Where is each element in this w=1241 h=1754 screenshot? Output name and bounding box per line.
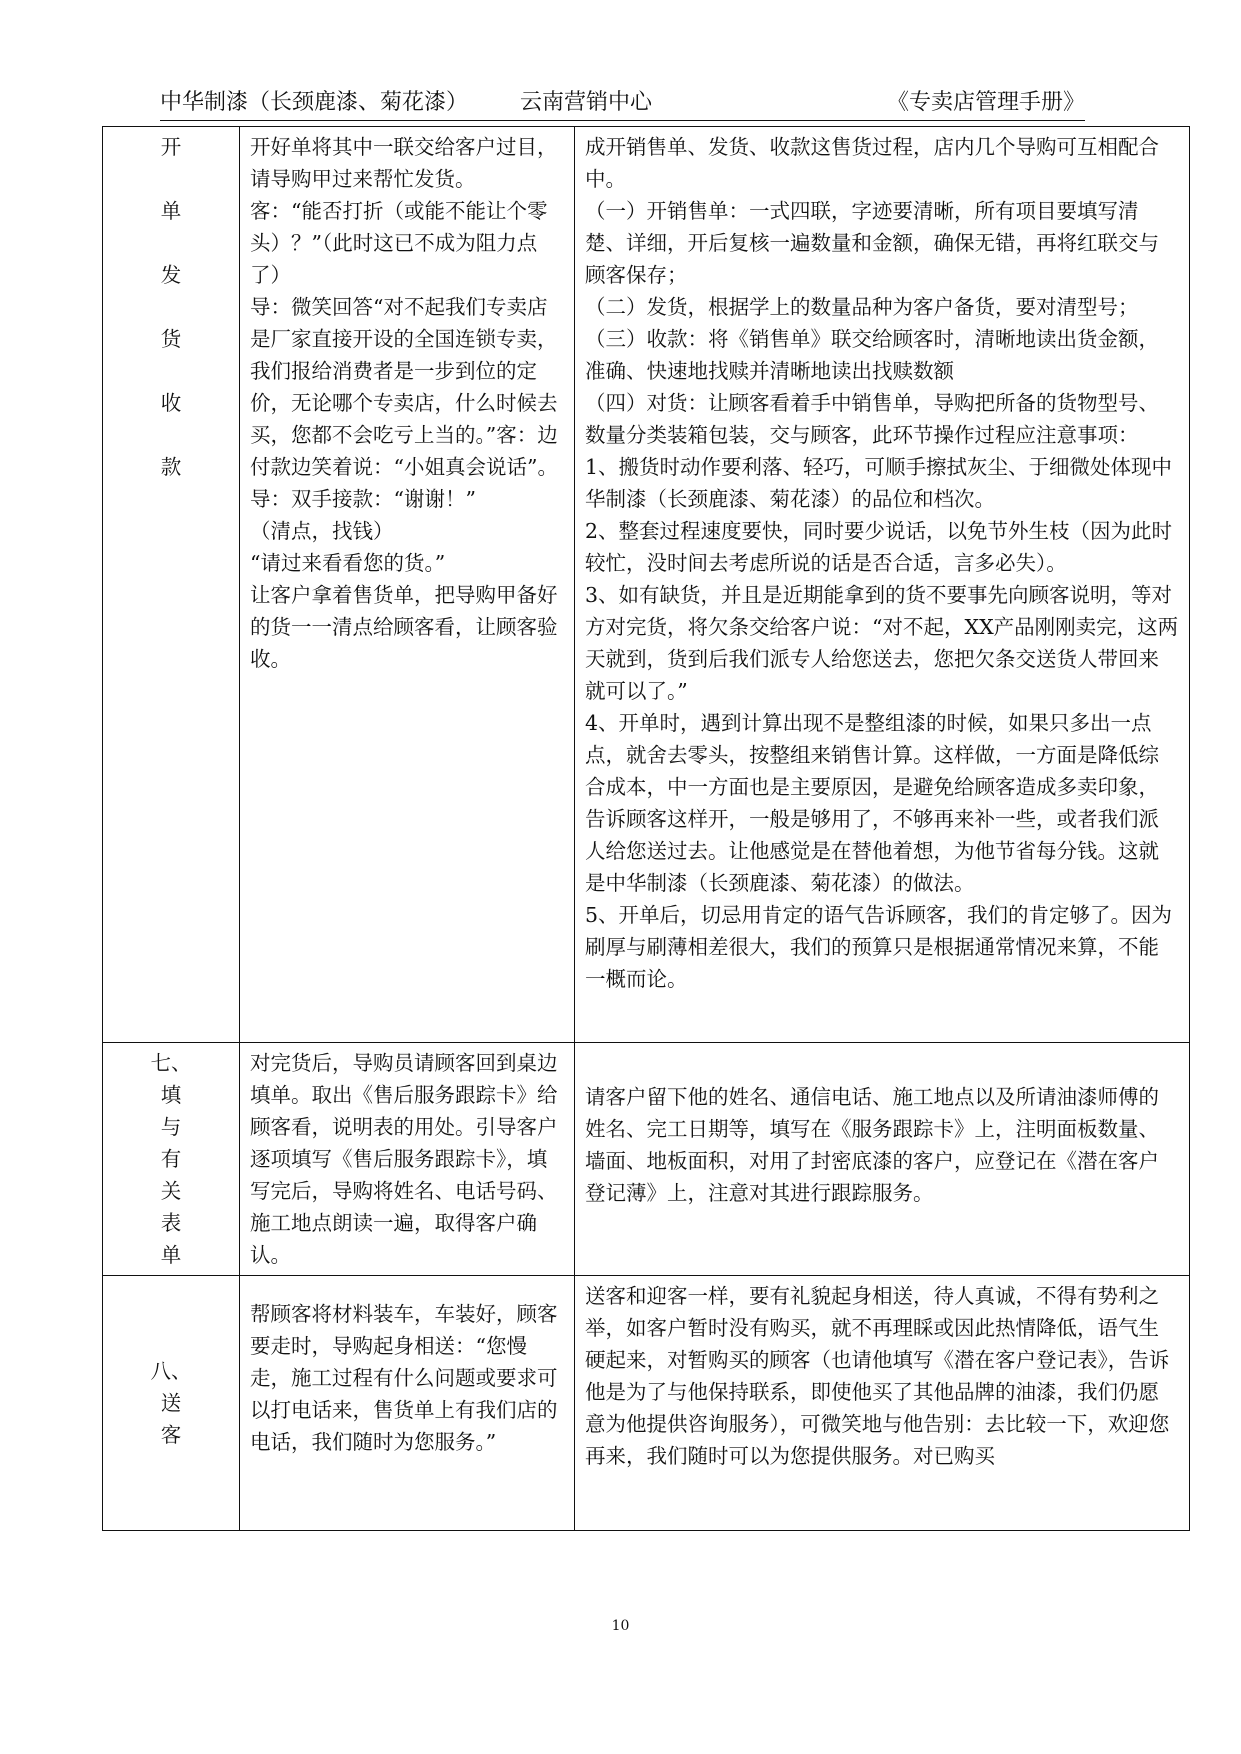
table-row xyxy=(103,1276,1190,1531)
dialog-paragraph: 帮顾客将材料装车，车装好，顾客要走时，导购起身相送：“您慢走，施工过程有什么问题或要求可以打电话来，售货单上有我们店的电话，我们随时为您服务。” xyxy=(250,1302,558,1454)
dialog-paragraph: （清点，找钱） xyxy=(250,519,394,543)
step-title-char: 发 xyxy=(160,263,182,287)
page-number: 10 xyxy=(611,1618,630,1634)
note-paragraph: 4、开单时，遇到计算出现不是整组漆的时候，如果只多出一点点，就舍去零头，按整组来销售计算。这样做，一方面是降低综合成本，中一方面也是主要原因，是避免给顾客造成多卖印象，告诉顾客这样开，一般是够用了，不够再来补一些，或者我们派人给您送过去。让他感觉是在替他着想，为他节省每分钱。这就是中华制漆（长颈鹿漆、菊花漆）的做法。 xyxy=(585,711,1159,895)
dialog-paragraph: 开好单将其中一联交给客户过目，请导购甲过来帮忙发货。 xyxy=(250,135,558,191)
step-title xyxy=(113,1355,229,1451)
dialog-paragraph: “请过来看看您的货。” xyxy=(250,551,446,575)
step-title-char: 开 xyxy=(160,135,182,159)
step-title xyxy=(113,131,229,483)
step-title-char: 七、 xyxy=(150,1051,192,1075)
step-title-char: 客 xyxy=(160,1423,182,1447)
note-paragraph: 1、搬货时动作要利落、轻巧，可顺手擦拭灰尘、于细微处体现中华制漆（长颈鹿漆、菊花漆）的品位和档次。 xyxy=(585,455,1173,511)
header-center: 云南营销中心 xyxy=(520,90,653,115)
step-title-char: 收 xyxy=(160,391,182,415)
notes-cell xyxy=(575,1276,1190,1531)
note-paragraph: 请客户留下他的姓名、通信电话、施工地点以及所请油漆师傅的姓名、完工日期等，填写在《服务跟踪卡》上，注明面板数量、墙面、地板面积，对用了封密底漆的客户，应登记在《潜在客户登记薄》上，注意对其进行跟踪服务。 xyxy=(585,1085,1159,1205)
note-paragraph: 5、开单后，切忌用肯定的语气告诉顾客，我们的肯定够了。因为刷厚与刷薄相差很大，我们的预算只是根据通常情况来算，不能一概而论。 xyxy=(585,903,1173,991)
step-title-char: 表 xyxy=(160,1211,182,1235)
step-title-char: 单 xyxy=(160,1243,182,1267)
step-title-char: 单 xyxy=(160,199,182,223)
notes-cell xyxy=(575,127,1190,1043)
manual-table xyxy=(102,126,1190,1531)
step-title-char: 八、 xyxy=(150,1359,192,1383)
dialog-paragraph: 导：微笑回答“对不起我们专卖店是厂家直接开设的全国连锁专卖，我们报给消费者是一步到位的定价，无论哪个专卖店，什么时候去买，您都不会吃亏上当的。”客：边付款边笑着说：“小姐真会说话”。 xyxy=(250,295,558,479)
step-title-char: 货 xyxy=(160,327,182,351)
step-title-char: 与 xyxy=(160,1115,182,1139)
dialog-paragraph: 对完货后，导购员请顾客回到桌边填单。取出《售后服务跟踪卡》给顾客看，说明表的用处。引导客户逐项填写《售后服务跟踪卡》，填写完后，导购将姓名、电话号码、施工地点朗读一遍，取得客户确认。 xyxy=(250,1051,558,1267)
step-title-cell xyxy=(103,1043,240,1276)
step-title-char: 款 xyxy=(160,455,182,479)
header-manual-title: 《专卖店管理手册》 xyxy=(886,90,1085,115)
dialog-paragraph: 导：双手接款：“谢谢！” xyxy=(250,487,476,511)
table-row xyxy=(103,1043,1190,1276)
note-paragraph: （二）发货，根据学上的数量品种为客户备货，要对清型号； xyxy=(585,295,1139,319)
table-row xyxy=(103,127,1190,1043)
step-title-char: 有 xyxy=(160,1147,182,1171)
header-company: 中华制漆（长颈鹿漆、菊花漆） xyxy=(160,90,469,115)
note-paragraph: 送客和迎客一样，要有礼貌起身相送，待人真诚，不得有势利之举，如客户暂时没有购买，就不再理睬或因此热情降低，语气生硬起来，对暂购买的顾客（也请他填写《潜在客户登记表》，告诉他是为了与他保持联系，即使他买了其他品牌的油漆，我们仍愿意为他提供咨询服务），可微笑地与他告别：去比较一下，欢迎您再来，我们随时可以为您提供服务。对已购买 xyxy=(585,1284,1170,1468)
dialog-paragraph: 客：“能否打折（或能不能让个零头）？”（此时这已不成为阻力点了） xyxy=(250,199,548,287)
step-title-char: 送 xyxy=(160,1391,182,1415)
note-paragraph: 成开销售单、发货、收款这售货过程，店内几个导购可互相配合中。 xyxy=(585,135,1159,191)
step-title-char: 关 xyxy=(160,1179,182,1203)
dialog-paragraph: 让客户拿着售货单，把导购甲备好的货一一清点给顾客看，让顾客验收。 xyxy=(250,583,558,671)
step-title-cell xyxy=(103,127,240,1043)
page-header xyxy=(160,86,1085,121)
notes-cell xyxy=(575,1043,1190,1276)
step-title-char: 填 xyxy=(160,1083,182,1107)
note-paragraph: 2、整套过程速度要快，同时要少说话，以免节外生枝（因为此时较忙，没时间去考虑所说的话是否合适，言多必失）。 xyxy=(585,519,1173,575)
note-paragraph: （三）收款：将《销售单》联交给顾客时，清晰地读出货金额，准确、快速地找赎并清晰地读出找赎数额 xyxy=(585,327,1159,383)
note-paragraph: （一）开销售单：一式四联，字迹要清晰，所有项目要填写清楚、详细，开后复核一遍数量和金额，确保无错，再将红联交与顾客保存； xyxy=(585,199,1159,287)
note-paragraph: 3、如有缺货，并且是近期能拿到的货不要事先向顾客说明，等对方对完货，将欠条交给客户说：“对不起，XX产品刚刚卖完，这两天就到，货到后我们派专人给您送去，您把欠条交送货人带回来就可以了。” xyxy=(585,583,1179,703)
dialog-cell xyxy=(240,1043,575,1276)
dialog-cell xyxy=(240,1276,575,1531)
dialog-cell xyxy=(240,127,575,1043)
step-title xyxy=(113,1047,229,1271)
note-paragraph: （四）对货：让顾客看着手中销售单，导购把所备的货物型号、数量分类装箱包装，交与顾客，此环节操作过程应注意事项： xyxy=(585,391,1159,447)
step-title-cell xyxy=(103,1276,240,1531)
